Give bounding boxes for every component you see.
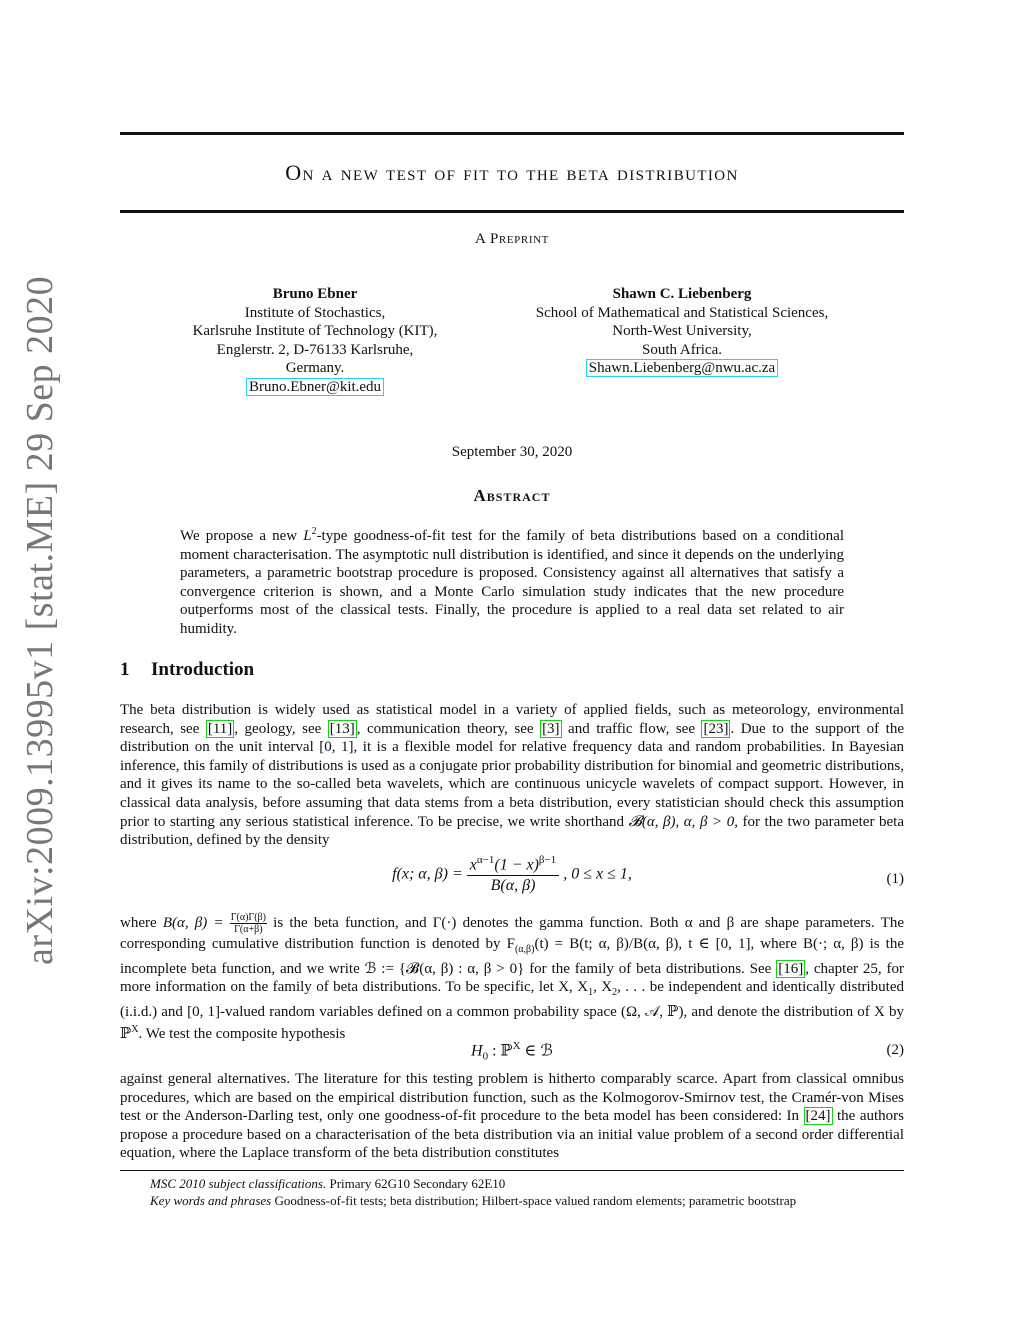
title-bottom-rule: [120, 210, 904, 213]
intro-paragraph-1: The beta distribution is widely used as statistical model in a variety of applied fields, such as meteorology, environmental research, see [11] , geology, see [13] , communication theory, see [3] and traffic flow, see [23] . Due to the support of the distribution on the unit interval [0, 1], it is a flexible model for relative frequency data and random probabilities. In Bayesian inference, this family of distributions is used as a conjugate prior probability distribution for binomial and geometric distributions, and it gives its name to the so-called beta wavelets, which are continuous unicycle wavelets of compact support. However, in classical data analysis, before assuming that data stems from a beta distribution, every statistician should check this assumption prior to starting any serious statistical inference. To be precise, we write shorthand 𝓑(α, β), α, β > 0, for the two parameter beta distribution, defined by the density: [120, 702, 904, 849]
abstract-heading: Abstract: [473, 486, 551, 505]
author-email-link[interactable]: Shawn.Liebenberg@nwu.ac.za: [586, 359, 778, 377]
author-block-1: [160, 285, 470, 396]
author-affiliation-line: Germany.: [285, 360, 345, 376]
author-name: Bruno Ebner: [272, 286, 358, 302]
citation-link[interactable]: [24]: [805, 1108, 831, 1125]
intro-paragraph-2: where B(α, β) = $\frac{\Gamma(\alpha)\Gamma(\beta)}{\Gamma(\alpha+\beta)}$ is the beta function, and Γ(·) denotes the gamma function. Both α and β are shape parameters. The corresponding cumulative distribution function is denoted by $F_{(\alpha,\beta)}(t) = B(t$; α, β)/B(α, β), t ∈ [0, 1], where B(·; α, β) is the incomplete beta function, and we write ℬ := {𝓑(α, β) : α, β > 0} for the family of beta distributions. See [16] , chapter 25, for more information on the family of beta distributions. To be specific, let X, $X_1$, $X_2$, . . . be independent and identically distributed (i.i.d.) and [0, 1]-valued random variables defined on a common probability space (Ω, 𝒜, ℙ), and denote the distribution of X by ℙ$^X$. We test the composite hypothesis: [120, 912, 904, 1043]
preprint-label: A Preprint: [475, 231, 549, 247]
author-name: Shawn C. Liebenberg: [612, 286, 752, 302]
equation-number: (1): [886, 871, 904, 887]
footnote: [150, 1175, 910, 1209]
author-email-link[interactable]: Bruno.Ebner@kit.edu: [246, 378, 384, 396]
equation-lhs: f(x; α, β) =: [392, 865, 463, 883]
intro-paragraph-3: against general alternatives. The literature for this testing problem is hitherto comparably scarce. Apart from classical omnibus procedures, which are based on the empirical distribution function, such as the Kolmogorov-Smirnov test, the Cramér-von Mises test or the Anderson-Darling test, only one goodness-of-fit procedure to the beta model has been considered: In [24] the authors propose a procedure based on a characterisation of the beta distribution via an initial value problem of a second order differential equation, where the Laplace transform of the beta distribution constitutes: [120, 1071, 904, 1162]
arxiv-identifier: arXiv:2009.13995v1 [stat.ME] 29 Sep 2020: [19, 275, 61, 965]
title-top-rule: [120, 132, 904, 135]
citation-link[interactable]: [11]: [207, 720, 233, 737]
author-affiliation-line: Englerstr. 2, D-76133 Karlsruhe,: [216, 341, 414, 358]
citation-link[interactable]: [13]: [329, 720, 355, 737]
citation-link[interactable]: [16]: [778, 960, 804, 977]
paper-title: On a new test of fit to the beta distribution: [285, 160, 739, 185]
author-affiliation-line: South Africa.: [642, 341, 722, 358]
author-affiliation-line: School of Mathematical and Statistical Sciences,: [535, 304, 829, 321]
abstract-text: We propose a new $L^2$-type goodness-of-fit test for the family of beta distributions based on a conditional moment characterisation. The asymptotic null distribution is identified, and since it depends on the underlying parameters, a parametric bootstrap procedure is proposed. Consistency against all alternatives that satisfy a convergence criterion is shown, and a Monte Carlo simulation study indicates that the new procedure outperforms most of the classical tests. Finally, the procedure is applied to a real data set related to air humidity.: [180, 526, 844, 637]
equation-condition: , 0 ≤ x ≤ 1,: [563, 865, 632, 883]
equation-number: (2): [886, 1042, 904, 1058]
author-affiliation-line: Karlsruhe Institute of Technology (KIT),: [192, 323, 438, 339]
footnote-rule: [120, 1170, 904, 1171]
author-affiliation-line: Institute of Stochastics,: [244, 304, 386, 321]
author-affiliation-line: North-West University,: [612, 323, 752, 339]
density-fraction: $\frac{x^{\alpha-1}(1 - x)^{\beta-1}}{B(\alpha, \beta)}$: [467, 854, 559, 895]
msc-classification: MSC 2010 subject classifications. Primary 62G10 Secondary 62E10: [150, 1176, 506, 1191]
equation-1: [120, 854, 904, 902]
equation-2: $H_0$ : ℙ$^X$ ∈ ℬ (2): [471, 1040, 904, 1063]
keywords: Key words and phrases Goodness-of-fit tests; beta distribution; Hilbert-space valued random elements; parametric bootstrap: [150, 1193, 797, 1208]
citation-link[interactable]: [3]: [542, 720, 560, 737]
publication-date: September 30, 2020: [451, 444, 573, 460]
author-block-2: [500, 285, 864, 378]
section-heading-introduction: 1 Introduction: [120, 659, 255, 680]
citation-link[interactable]: [23]: [703, 720, 729, 737]
